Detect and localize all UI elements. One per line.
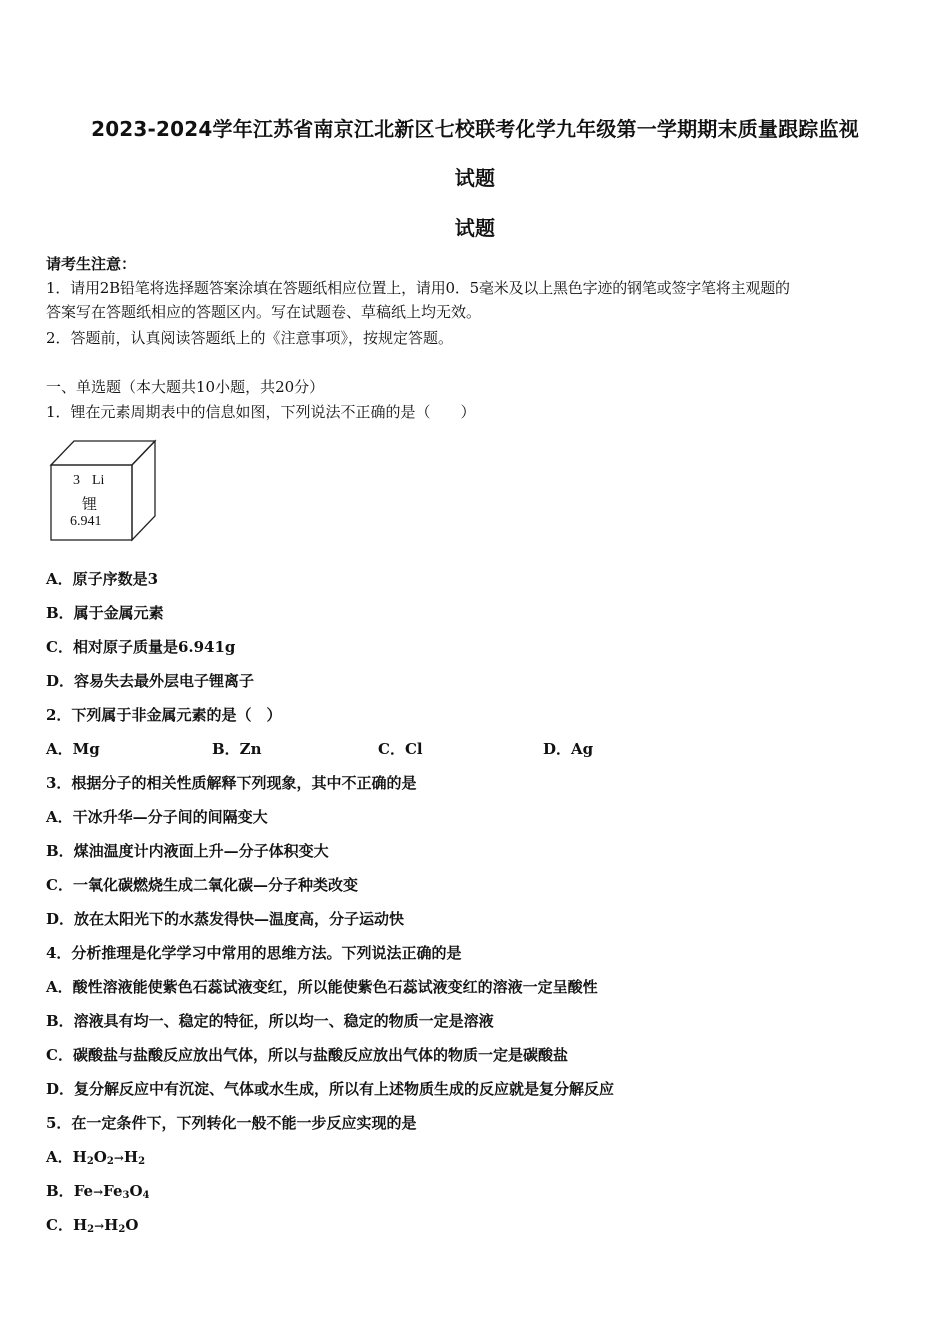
q5-b-arrow: → <box>93 1185 104 1199</box>
q5-b-formula2-fe: Fe <box>103 1182 123 1200</box>
q3-option-a: A．干冰升华—分子间的间隔变大 <box>46 808 268 826</box>
q4-option-c: C．碳酸盐与盐酸反应放出气体，所以与盐酸反应放出气体的物质一定是碳酸盐 <box>46 1046 568 1064</box>
notice-item-1a: 1．请用2B铅笔将选择题答案涂填在答题纸相应位置上，请用0．5毫米及以上黑色字迹的钢笔或签字笔将主观题的 <box>46 279 790 297</box>
q5-c-formula2-o: O <box>125 1216 139 1234</box>
q5-stem: 5．在一定条件下，下列转化一般不能一步反应实现的是 <box>46 1114 417 1132</box>
q1-option-b: B．属于金属元素 <box>46 604 164 622</box>
q3-option-d: D．放在太阳光下的水蒸发得快—温度高，分子运动快 <box>46 910 405 928</box>
section-heading: 一、单选题（本大题共10小题，共20分） <box>46 378 325 396</box>
q4-option-a: A．酸性溶液能使紫色石蕊试液变红，所以能使紫色石蕊试液变红的溶液一定呈酸性 <box>46 978 598 996</box>
title-line-3: 试题 <box>454 216 496 240</box>
q5-option-c <box>46 1214 910 1235</box>
q5-b-formula2-o: O <box>129 1182 143 1200</box>
q3-stem: 3．根据分子的相关性质解释下列现象，其中不正确的是 <box>46 774 417 792</box>
notice-item-1b: 答案写在答题纸相应的答题区内。写在试题卷、草稿纸上均无效。 <box>46 303 482 321</box>
q1-option-c: C．相对原子质量是6.941g <box>46 638 236 656</box>
title-line-2: 试题 <box>454 166 496 190</box>
element-number: 3 <box>73 473 80 488</box>
q3-option-b: B．煤油温度计内液面上升—分子体积变大 <box>46 842 329 860</box>
q5-option-a-prefix: A． <box>46 1148 73 1166</box>
q1-option-a: A．原子序数是3 <box>46 570 159 588</box>
q2-option-c: C．Cl <box>378 740 423 758</box>
q5-c-formula1-sub: 2 <box>87 1224 95 1235</box>
q3-option-c: C．一氧化碳燃烧生成二氧化碳—分子种类改变 <box>46 876 358 894</box>
q1-stem: 1．锂在元素周期表中的信息如图，下列说法不正确的是（ ） <box>46 403 476 421</box>
element-cell-cube <box>48 438 158 542</box>
title-line-1: 2023-2024学年江苏省南京江北新区七校联考化学九年级第一学期期末质量跟踪监视 <box>91 117 859 141</box>
notice-item-2: 2．答题前，认真阅读答题纸上的《注意事项》，按规定答题。 <box>46 329 454 347</box>
q5-option-a <box>46 1146 910 1167</box>
q5-a-formula1-o: O <box>93 1148 107 1166</box>
q4-option-d: D．复分解反应中有沉淀、气体或水生成，所以有上述物质生成的反应就是复分解反应 <box>46 1080 615 1098</box>
q5-option-b-prefix: B． <box>46 1182 74 1200</box>
q2-option-d: D．Ag <box>543 740 594 758</box>
q2-stem: 2．下列属于非金属元素的是（ ） <box>46 706 282 724</box>
q5-option-b <box>46 1180 910 1201</box>
q5-a-formula2-h: H <box>123 1148 139 1166</box>
element-cell-figure <box>48 438 158 542</box>
q5-b-formula2-sub1: 3 <box>122 1190 130 1201</box>
element-mass: 6.941 <box>70 514 102 529</box>
q5-a-formula1-sub1: 2 <box>86 1156 94 1167</box>
q5-c-formula2-sub: 2 <box>118 1224 126 1235</box>
q1-option-d: D．容易失去最外层电子锂离子 <box>46 672 255 690</box>
q5-c-formula1-h: H <box>72 1216 88 1234</box>
q5-c-arrow: → <box>94 1219 105 1233</box>
q5-option-c-prefix: C． <box>46 1216 73 1234</box>
q4-stem: 4．分析推理是化学学习中常用的思维方法。下列说法正确的是 <box>46 944 462 962</box>
q4-option-b: B．溶液具有均一、稳定的特征，所以均一、稳定的物质一定是溶液 <box>46 1012 494 1030</box>
q2-option-b: B．Zn <box>212 740 262 758</box>
q5-b-formula2-sub2: 4 <box>142 1190 150 1201</box>
element-symbol: Li <box>92 473 105 488</box>
q5-a-formula1-sub2: 2 <box>106 1156 114 1167</box>
q2-option-a: A．Mg <box>46 740 100 758</box>
q5-a-formula2-sub: 2 <box>138 1156 146 1167</box>
element-name: 锂 <box>82 495 98 513</box>
q5-a-arrow: → <box>113 1151 124 1165</box>
q5-a-formula1-h: H <box>72 1148 87 1166</box>
notice-heading: 请考生注意： <box>46 255 137 273</box>
q5-c-formula2-h: H <box>104 1216 119 1234</box>
q5-b-formula1: Fe <box>73 1182 94 1200</box>
